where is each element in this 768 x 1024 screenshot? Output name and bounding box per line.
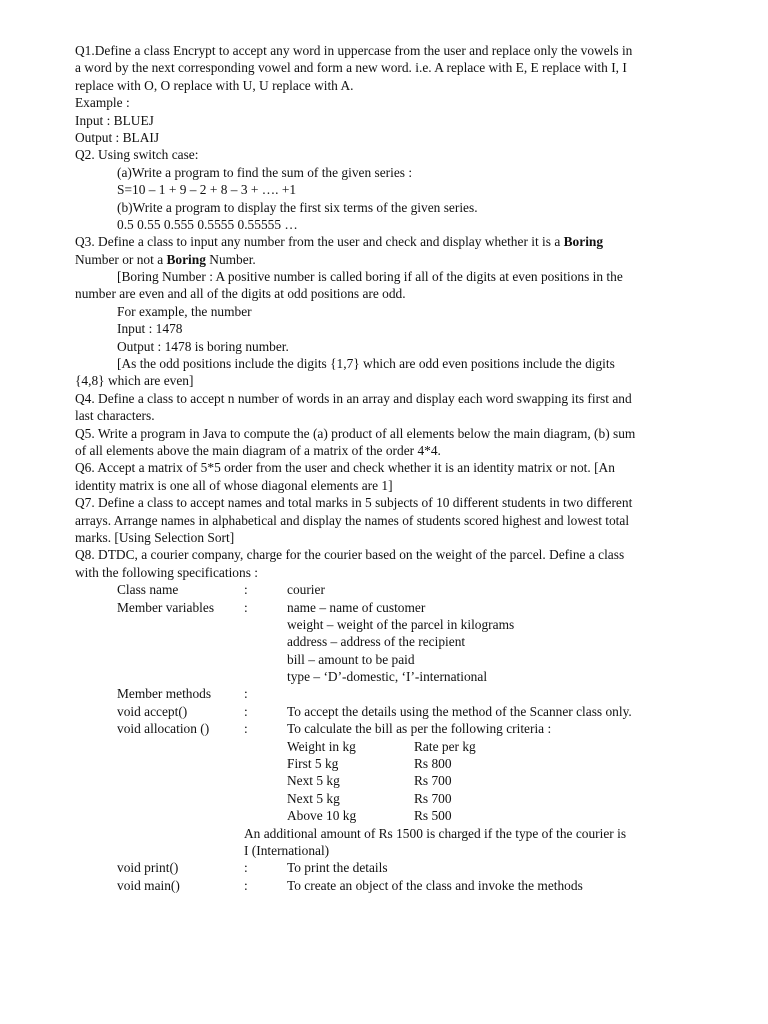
q3-boring-bold-2: Boring [166,251,206,267]
q1-example: Example : [75,95,130,111]
spec-row-variable [75,668,695,685]
method-description: To accept the details using the method of the Scanner class only. [287,703,632,719]
q1-output: Output : BLAIJ [75,129,160,145]
spec-value: courier [287,582,325,598]
q5-line-1: Q5. Write a program in Java to compute the (a) product of all elements below the main diagram, (b) sum [75,425,636,441]
spec-colon: : [244,599,248,615]
spec-row-member-variables [75,599,695,616]
rate-table-header [75,738,695,755]
method-signature: void allocation () [117,721,210,737]
spec-row-class-name [75,581,695,598]
q3-output: Output : 1478 is boring number. [117,338,289,354]
q3-line-1 [75,233,695,250]
spec-colon: : [244,721,248,737]
rate-table-weight: Next 5 kg [287,773,340,789]
rate-table-row [75,772,695,789]
q6-line-1: Q6. Accept a matrix of 5*5 order from the user and check whether it is an identity matrix or not. [An [75,460,615,476]
method-signature: void print() [117,860,179,876]
q7-line-2: arrays. Arrange names in alphabetical and display the names of students scored highest and lowest total [75,512,630,528]
rate-table-weight: First 5 kg [287,756,339,772]
spec-row-variable [75,651,695,668]
spec-colon: : [244,703,248,719]
spec-label: Member methods [117,686,212,702]
q3-line-4: number are even and all of the digits at odd positions are odd. [75,286,406,302]
spec-row-main [75,877,695,894]
rate-table-rate-header: Rate per kg [414,738,476,754]
q1-line-2: a word by the next corresponding vowel and form a new word. i.e. A replace with E, E replace with I, I [75,60,627,76]
spec-label: Member variables [117,599,215,615]
extra-charge-note: An additional amount of Rs 1500 is charged if the type of the courier is [244,825,627,841]
rate-table-row [75,755,695,772]
q3-input: Input : 1478 [117,321,183,337]
q4-line-2: last characters. [75,408,155,424]
member-variable: bill – amount to be paid [287,651,415,667]
q2-part-a: (a)Write a program to find the sum of the given series : [117,164,413,180]
spec-row-extra-charge-cont [75,842,695,859]
spec-colon: : [244,877,248,893]
spec-label: Class name [117,582,179,598]
q3-line-8: [As the odd positions include the digits {1,7} which are odd even positions include the digits [117,356,615,372]
q7-line-3: marks. [Using Selection Sort] [75,529,235,545]
rate-table-rate: Rs 500 [414,808,452,824]
spec-row-extra-charge [75,825,695,842]
method-description: To create an object of the class and invoke the methods [287,877,583,893]
method-signature: void accept() [117,703,188,719]
q2-heading: Q2. Using switch case: [75,147,199,163]
q8-line-1: Q8. DTDC, a courier company, charge for the courier based on the weight of the parcel. Define a class [75,547,625,563]
worksheet-page [75,42,695,894]
spec-colon: : [244,686,248,702]
member-variable: address – address of the recipient [287,634,466,650]
rate-table-weight: Above 10 kg [287,808,357,824]
spec-row-variable [75,633,695,650]
q3-line-2 [75,251,695,268]
q2-part-b: (b)Write a program to display the first six terms of the given series. [117,199,478,215]
q6-line-2: identity matrix is one all of whose diagonal elements are 1] [75,477,393,493]
q2-part-b-series: 0.5 0.55 0.555 0.5555 0.55555 … [117,216,298,232]
extra-charge-note-cont: I (International) [244,842,330,858]
rate-table-weight-header: Weight in kg [287,738,356,754]
q3-line-2-post: Number. [205,251,256,267]
member-variable: name – name of customer [287,599,426,615]
spec-row-member-methods [75,685,695,702]
q4-line-1: Q4. Define a class to accept n number of words in an array and display each word swapping its first and [75,390,632,406]
q5-line-2: of all elements above the main diagram of a matrix of the order 4*4. [75,442,441,458]
method-signature: void main() [117,877,180,893]
q3-line-3: [Boring Number : A positive number is called boring if all of the digits at even positions in the [117,269,623,285]
q8-line-2: with the following specifications : [75,564,258,580]
spec-row-print [75,859,695,876]
q3-line-2-pre: Number or not a [75,251,167,267]
q3-boring-bold-1: Boring [563,234,604,250]
spec-colon: : [244,582,248,598]
q1-line-1: Q1.Define a class Encrypt to accept any word in uppercase from the user and replace only the vowels in [75,43,633,58]
member-variable: weight – weight of the parcel in kilograms [287,616,515,632]
rate-table-rate: Rs 700 [414,790,452,806]
rate-table-rate: Rs 700 [414,773,452,789]
q1-input: Input : BLUEJ [75,112,154,128]
q3-line-5: For example, the number [117,303,252,319]
method-description: To print the details [287,860,388,876]
method-description: To calculate the bill as per the following criteria : [287,721,552,737]
q3-line-9: {4,8} which are even] [75,373,194,389]
spec-row-accept [75,703,695,720]
q1-line-3: replace with O, O replace with U, U replace with A. [75,77,354,93]
rate-table-weight: Next 5 kg [287,790,340,806]
rate-table-row [75,790,695,807]
q7-line-1: Q7. Define a class to accept names and total marks in 5 subjects of 10 different students in two different [75,495,633,511]
q3-line-1-text: Q3. Define a class to input any number from the user and check and display whether it is a [75,234,564,250]
q2-part-a-series: S=10 – 1 + 9 – 2 + 8 – 3 + …. +1 [117,182,297,198]
spec-row-variable [75,616,695,633]
rate-table-row [75,807,695,824]
rate-table-rate: Rs 800 [414,756,452,772]
member-variable: type – ‘D’-domestic, ‘I’-international [287,669,488,685]
spec-colon: : [244,860,248,876]
spec-row-allocation [75,720,695,737]
